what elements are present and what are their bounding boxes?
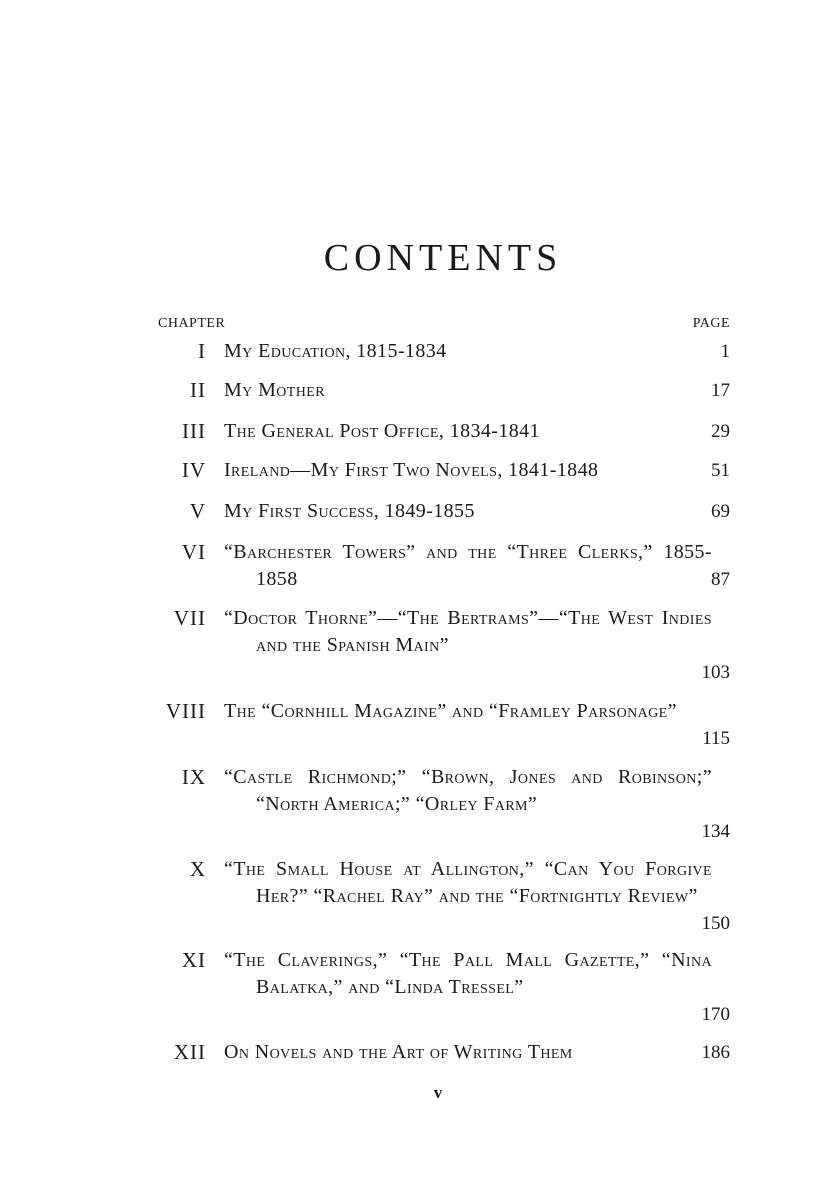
chapter-title: “Doctor Thorne”—“The Bertrams”—“The West Indies and the Spanish Main” (224, 607, 712, 656)
chapter-title: Ireland—My First Two Novels, 1841-1848 (224, 459, 599, 481)
page-number: 115 (702, 728, 730, 749)
toc-entry (150, 539, 732, 593)
chapter-numeral: I (198, 339, 206, 363)
page-number: 103 (701, 662, 730, 683)
toc-entry (150, 1039, 732, 1066)
chapter-title: My First Success, 1849-1855 (224, 500, 475, 522)
chapter-title: “Castle Richmond;” “Brown, Jones and Robinson;” “North America;” “Orley Farm” (224, 766, 712, 815)
page-number: 17 (711, 380, 730, 401)
page-number: 87 (711, 569, 730, 590)
chapter-title: The General Post Office, 1834-1841 (224, 420, 540, 442)
page-number: 170 (701, 1004, 730, 1025)
chapter-numeral: V (189, 499, 206, 523)
page-number: 134 (701, 821, 730, 842)
chapter-numeral: II (190, 378, 206, 402)
chapter-title: The “Cornhill Magazine” and “Framley Parsonage” (224, 700, 677, 722)
page-number: 186 (701, 1042, 730, 1063)
toc-entry (150, 418, 732, 445)
chapter-title: On Novels and the Art of Writing Them (224, 1041, 573, 1063)
chapter-title: “The Claverings,” “The Pall Mall Gazette,” “Nina Balatka,” and “Linda Tressel” (224, 949, 712, 998)
toc-entry (150, 457, 732, 484)
chapter-title: My Education, 1815-1834 (224, 340, 447, 362)
page-number: 150 (701, 913, 730, 934)
chapter-numeral: XI (181, 948, 206, 972)
chapter-numeral: VIII (165, 699, 206, 723)
chapter-numeral: III (182, 419, 206, 443)
chapter-title: “The Small House at Allington,” “Can You Forgive Her?” “Rachel Ray” and the “Fortnightly Review” (224, 858, 712, 907)
page-number: 29 (711, 421, 730, 442)
chapter-numeral: VII (173, 606, 206, 630)
chapter-title: My Mother (224, 379, 325, 401)
toc-entry (150, 498, 732, 525)
chapter-numeral: IX (181, 765, 206, 789)
toc-entry (150, 764, 732, 845)
chapter-numeral: VI (181, 540, 206, 564)
chapter-numeral: IV (181, 458, 206, 482)
toc-entry (150, 698, 732, 752)
chapter-column-header: CHAPTER (158, 316, 226, 331)
toc-entry (150, 377, 732, 404)
page-title: CONTENTS (323, 237, 563, 279)
toc-entry (150, 947, 732, 1028)
page-number: 51 (711, 460, 730, 481)
page-number: 1 (720, 341, 730, 362)
toc-entry (150, 338, 732, 365)
toc-entry (150, 605, 732, 686)
toc-entry (150, 856, 732, 937)
chapter-numeral: XII (173, 1040, 206, 1064)
page-number: 69 (711, 501, 730, 522)
page-column-header: PAGE (692, 316, 730, 331)
chapter-title: “Barchester Towers” and the “Three Clerks,” 1855-1858 (224, 541, 712, 590)
folio-page-number: v (433, 1083, 443, 1102)
chapter-numeral: X (189, 857, 206, 881)
